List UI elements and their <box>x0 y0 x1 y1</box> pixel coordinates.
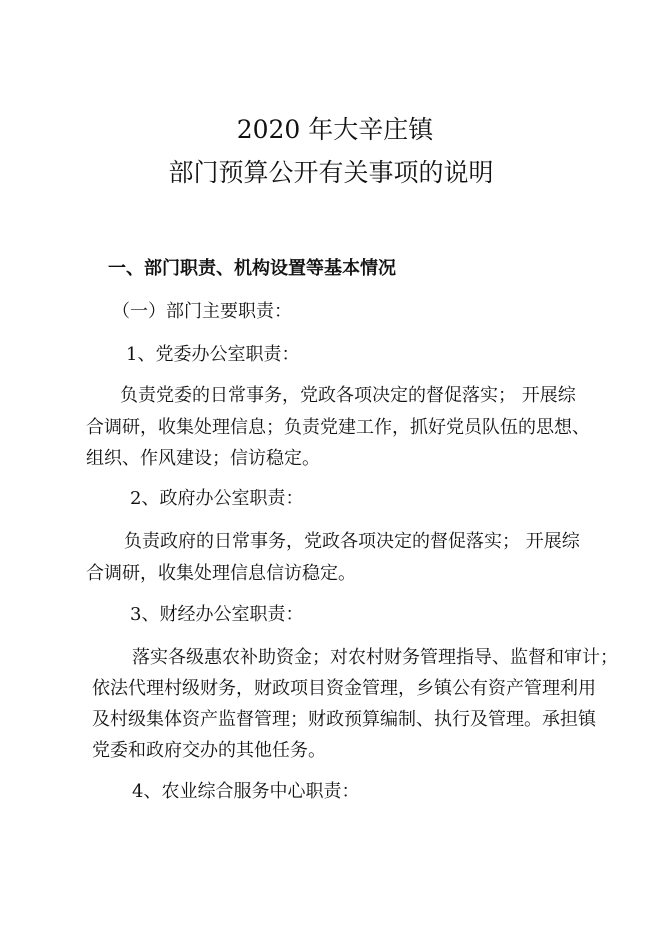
item2-line1: 负责政府的日常事务，党政各项决定的督促落实； 开展综 <box>124 531 580 552</box>
document-title-line1: 2020 年大辛庄镇 <box>236 115 434 144</box>
item3-line2: 依法代理村级财务，财政项目资金管理，乡镇公有资产管理利用 <box>92 678 596 699</box>
item3-heading: 3、财经办公室职责： <box>130 604 304 625</box>
item1-line3: 组织、作风建设；信访稳定。 <box>86 448 320 469</box>
item1-heading: 1、党委办公室职责： <box>126 344 300 365</box>
item1-line2: 合调研，收集处理信息；负责党建工作，抓好党员队伍的思想、 <box>86 417 590 438</box>
item3-line4: 党委和政府交办的其他任务。 <box>92 740 326 761</box>
item2-heading: 2、政府办公室职责： <box>130 488 304 509</box>
item3-line3: 及村级集体资产监督管理；财政预算编制、执行及管理。承担镇 <box>92 709 596 730</box>
item4-heading: 4、农业综合服务中心职责： <box>132 781 360 802</box>
document-title-line2: 部门预算公开有关事项的说明 <box>168 158 494 187</box>
item3-line1: 落实各级惠农补助资金；对农村财务管理指导、监督和审计； <box>132 647 618 668</box>
item2-line2: 合调研，收集处理信息信访稳定。 <box>86 563 356 584</box>
subsection1-heading: （一）部门主要职责： <box>112 301 292 322</box>
section1-heading: 一、部门职责、机构设置等基本情况 <box>108 258 396 279</box>
item1-line1: 负责党委的日常事务，党政各项决定的督促落实； 开展综 <box>120 385 576 406</box>
